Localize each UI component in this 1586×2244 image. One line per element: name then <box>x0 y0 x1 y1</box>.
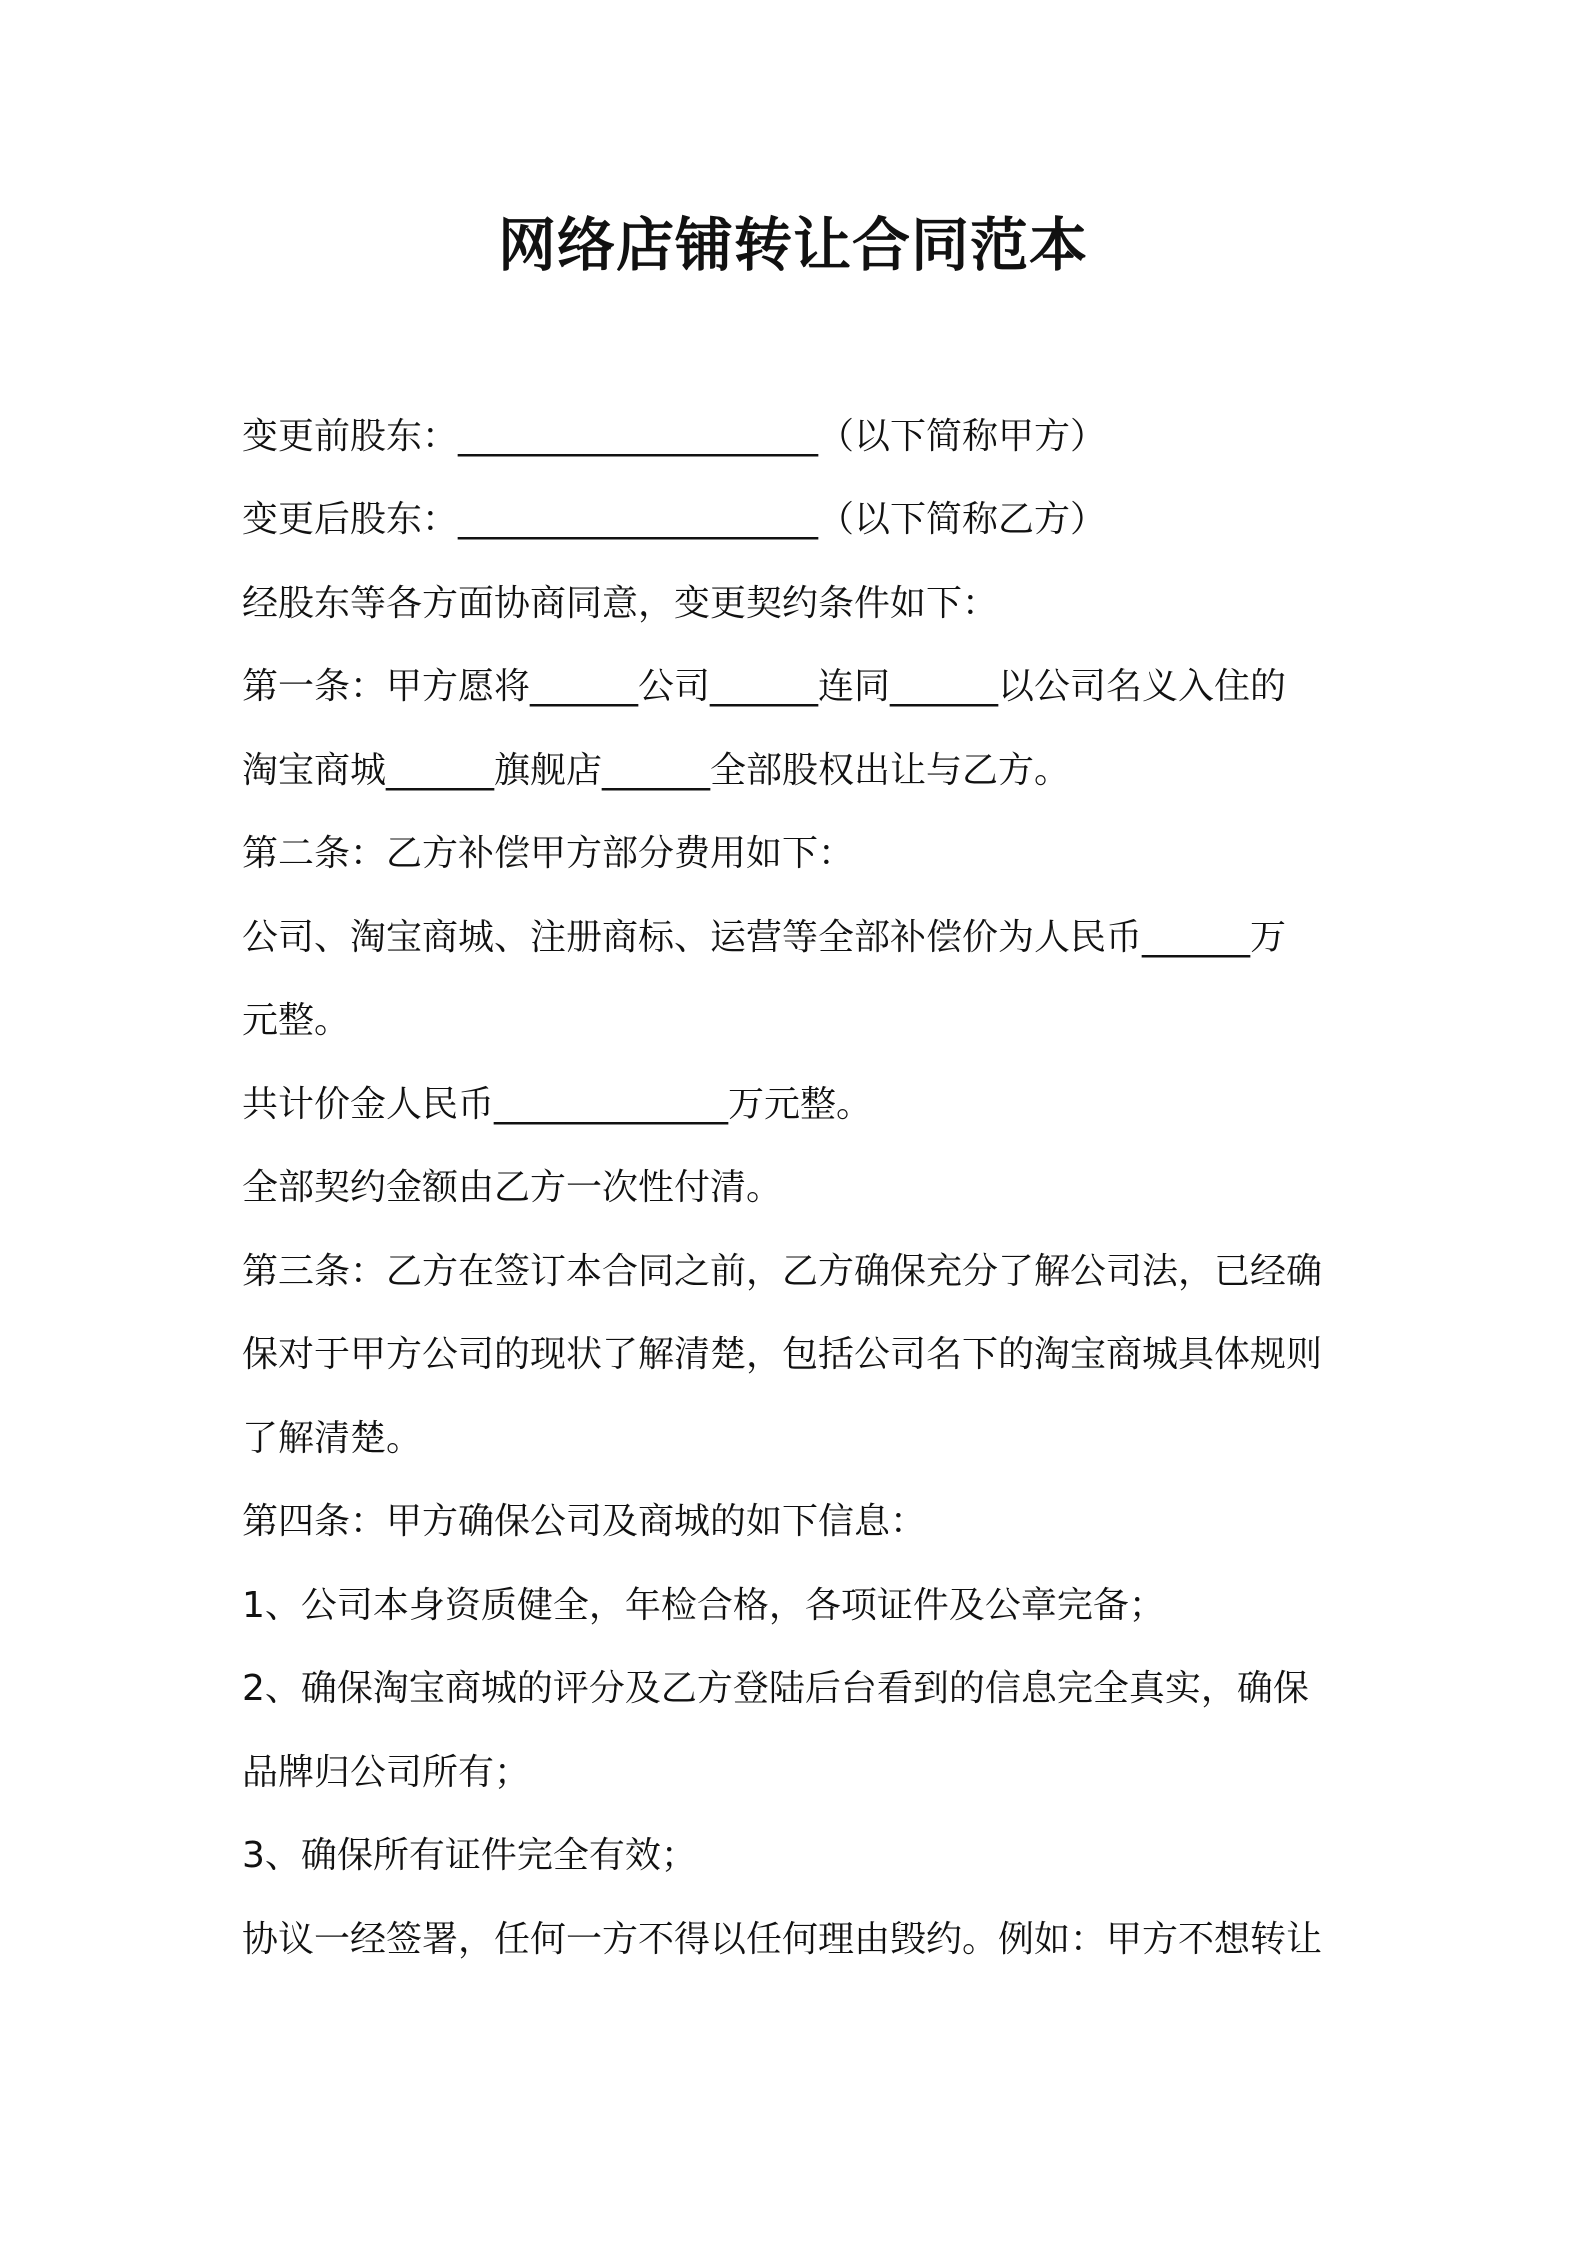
line-article-2: 第二条：乙方补偿甲方部分费用如下： <box>242 833 855 874</box>
line-compensation-b: 元整。 <box>242 1000 351 1041</box>
line-item-2-b: 品牌归公司所有； <box>242 1752 531 1793</box>
line-breach-clause: 协议一经签署，任何一方不得以任何理由毁约。例如：甲方不想转让 <box>242 1919 1323 1960</box>
line-article-4: 第四条：甲方确保公司及商城的如下信息： <box>242 1501 927 1542</box>
line-item-1: 1、公司本身资质健全，年检合格，各项证件及公章完备； <box>242 1585 1165 1626</box>
line-payment: 全部契约金额由乙方一次性付清。 <box>242 1167 783 1208</box>
line-article-3-b: 保对于甲方公司的现状了解清楚，包括公司名下的淘宝商城具体规则 <box>242 1334 1323 1375</box>
line-article-3-a: 第三条：乙方在签订本合同之前，乙方确保充分了解公司法，已经确 <box>242 1251 1323 1292</box>
line-compensation-a: 公司、淘宝商城、注册商标、运营等全部补偿价为人民币______万 <box>242 917 1287 958</box>
line-new-shareholder: 变更后股东：____________________（以下简称乙方） <box>242 499 1107 540</box>
document-title: 网络店铺转让合同范本 <box>497 211 1088 279</box>
line-item-2-a: 2、确保淘宝商城的评分及乙方登陆后台看到的信息完全真实，确保 <box>242 1668 1309 1709</box>
line-item-3: 3、确保所有证件完全有效； <box>242 1835 697 1876</box>
line-total-price: 共计价金人民币_____________万元整。 <box>242 1084 873 1125</box>
line-article-3-c: 了解清楚。 <box>242 1418 423 1459</box>
line-agreement-intro: 经股东等各方面协商同意，变更契约条件如下： <box>242 583 999 624</box>
line-article-1-b: 淘宝商城______旗舰店______全部股权出让与乙方。 <box>242 750 1071 791</box>
line-article-1-a: 第一条：甲方愿将______公司______连同______以公司名义入住的 <box>242 666 1287 707</box>
line-former-shareholder: 变更前股东：____________________（以下简称甲方） <box>242 416 1107 457</box>
